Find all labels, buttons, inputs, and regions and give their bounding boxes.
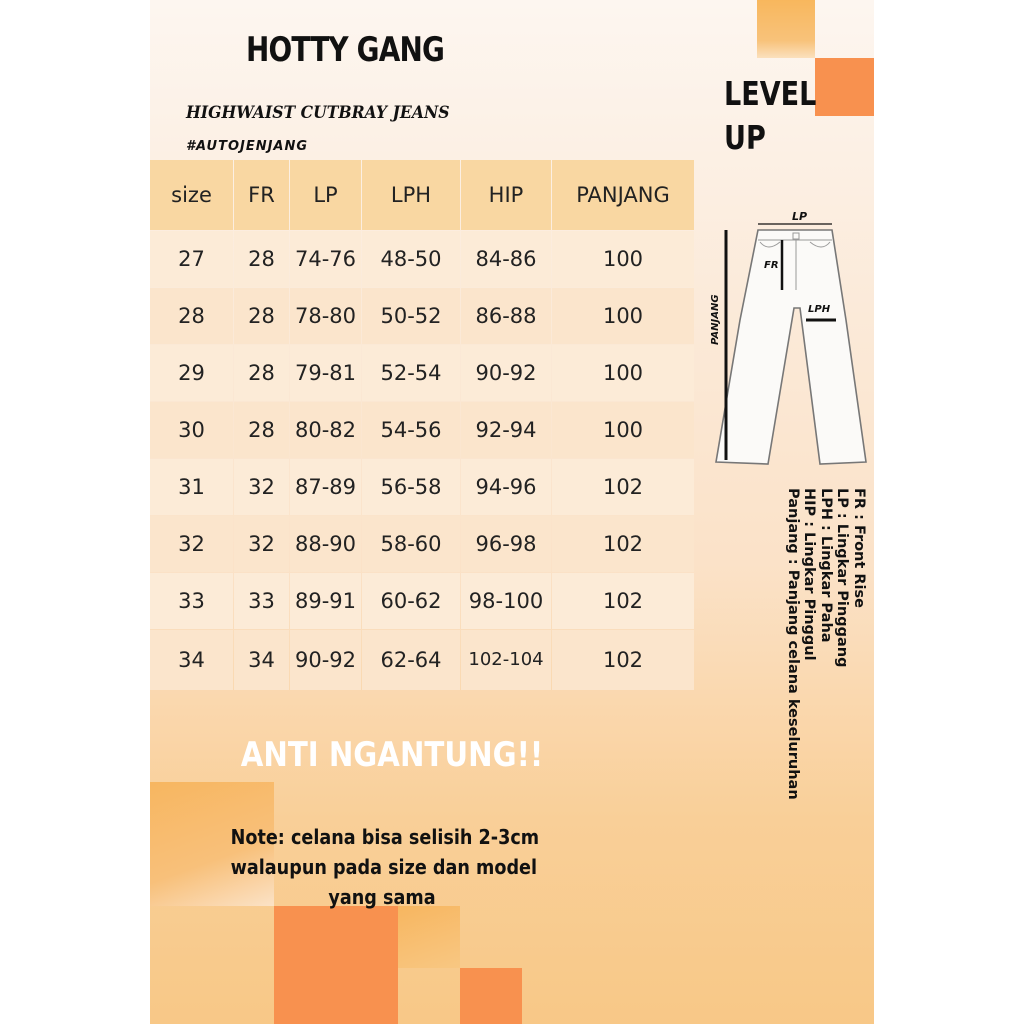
level-up-badge — [724, 72, 816, 160]
label-panjang: PANJANG — [710, 294, 721, 345]
size-table — [150, 160, 694, 690]
legend-item-lp: LP : Lingkar Pinggang — [834, 488, 851, 668]
cell-fr: 33 — [234, 573, 289, 629]
hashtag: #AUTOJENJANG — [186, 139, 309, 154]
cell-lp: 87-89 — [290, 459, 361, 515]
header-lph: LPH — [362, 160, 460, 230]
cell-size: 31 — [150, 459, 233, 515]
cell-panjang: 100 — [552, 231, 694, 287]
header-lp: LP — [290, 160, 361, 230]
deco-block-top-orange — [815, 58, 874, 116]
note-line1: Note: celana bisa selisih 2-3cm — [230, 825, 540, 849]
deco-block-bottom-orange — [274, 906, 398, 1024]
cell-lph: 48-50 — [362, 231, 460, 287]
cell-lph: 50-52 — [362, 288, 460, 344]
legend-item-fr: FR : Front Rise — [851, 488, 867, 608]
cell-size: 29 — [150, 345, 233, 401]
cell-size: 28 — [150, 288, 233, 344]
cell-lp: 79-81 — [290, 345, 361, 401]
cell-panjang: 100 — [552, 288, 694, 344]
cell-hip: 90-92 — [461, 345, 551, 401]
cell-lp: 88-90 — [290, 516, 361, 572]
cell-hip: 96-98 — [461, 516, 551, 572]
cell-size: 27 — [150, 231, 233, 287]
cell-panjang: 102 — [552, 459, 694, 515]
cell-panjang: 102 — [552, 516, 694, 572]
legend-item-panjang: Panjang : Panjang celana keseluruhan — [785, 488, 801, 800]
size-note — [210, 822, 554, 912]
measurement-legend — [727, 488, 867, 800]
cell-lph: 60-62 — [362, 573, 460, 629]
cell-fr: 32 — [234, 459, 289, 515]
slogan: ANTI NGANTUNG!! — [240, 735, 544, 775]
cell-panjang: 100 — [552, 345, 694, 401]
header-fr: FR — [234, 160, 289, 230]
cell-hip: 92-94 — [461, 402, 551, 458]
cell-size: 30 — [150, 402, 233, 458]
cell-lp: 80-82 — [290, 402, 361, 458]
cell-lp: 78-80 — [290, 288, 361, 344]
legend-item-hip: HIP : Lingkar Pinggul — [801, 488, 818, 661]
cell-lph: 58-60 — [362, 516, 460, 572]
deco-block-top-amber — [757, 0, 815, 58]
brand-title: HOTTY GANG — [246, 30, 445, 70]
product-name: HIGHWAIST CUTBRAY JEANS — [186, 103, 450, 123]
cell-panjang: 102 — [552, 630, 694, 690]
jeans-outline-icon — [716, 230, 866, 464]
cell-hip: 84-86 — [461, 231, 551, 287]
cell-lph: 52-54 — [362, 345, 460, 401]
cell-fr: 28 — [234, 231, 289, 287]
header-hip: HIP — [461, 160, 551, 230]
cell-lp: 90-92 — [290, 630, 361, 690]
label-lp: LP — [792, 210, 808, 223]
cell-fr: 28 — [234, 288, 289, 344]
cell-panjang: 100 — [552, 402, 694, 458]
label-fr: FR — [764, 260, 779, 271]
cell-lph: 54-56 — [362, 402, 460, 458]
level-up-line1: LEVEL — [724, 74, 817, 113]
deco-block-bottom-small-orange — [460, 968, 522, 1024]
cell-size: 33 — [150, 573, 233, 629]
level-up-line2: UP — [724, 118, 766, 157]
cell-fr: 28 — [234, 402, 289, 458]
cell-fr: 28 — [234, 345, 289, 401]
size-chart-poster — [150, 0, 874, 1024]
cell-lp: 89-91 — [290, 573, 361, 629]
cell-lp: 74-76 — [290, 231, 361, 287]
note-line2: walaupun pada size dan model — [230, 855, 538, 879]
cell-hip: 94-96 — [461, 459, 551, 515]
cell-fr: 32 — [234, 516, 289, 572]
cell-hip: 86-88 — [461, 288, 551, 344]
cell-hip: 102-104 — [461, 630, 551, 690]
cell-lph: 56-58 — [362, 459, 460, 515]
header-panjang: PANJANG — [552, 160, 694, 230]
deco-block-bottom-amber — [398, 906, 460, 968]
label-lph: LPH — [808, 304, 831, 315]
cell-size: 34 — [150, 630, 233, 690]
header-size: size — [150, 160, 233, 230]
cell-panjang: 102 — [552, 573, 694, 629]
cell-size: 32 — [150, 516, 233, 572]
cell-fr: 34 — [234, 630, 289, 690]
note-line3: yang sama — [328, 885, 436, 909]
cell-hip: 98-100 — [461, 573, 551, 629]
legend-item-lph: LPH : Lingkar Paha — [818, 488, 834, 643]
jeans-diagram — [698, 200, 874, 480]
cell-lph: 62-64 — [362, 630, 460, 690]
